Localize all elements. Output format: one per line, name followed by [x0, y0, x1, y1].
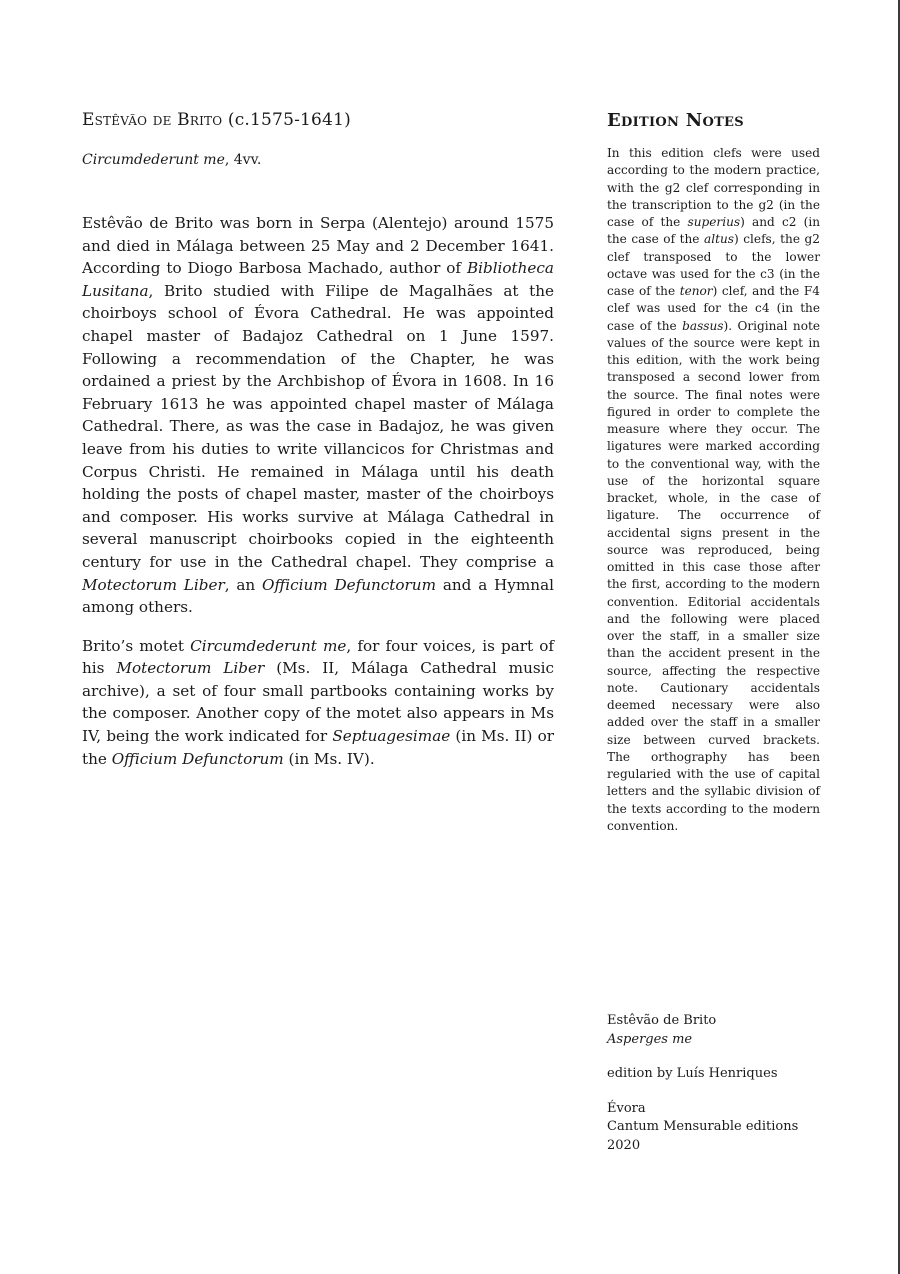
italic-term: Motectorum Liber: [82, 575, 225, 594]
work-line: [82, 152, 554, 168]
colophon-year: 2020: [607, 1137, 641, 1153]
italic-term: Septuagesimae: [332, 727, 451, 746]
composer-heading: [82, 110, 554, 130]
colophon-publisher: Cantum Mensurable editions: [607, 1119, 799, 1134]
colophon: [607, 1012, 837, 1155]
colophon-publication-block: [607, 1100, 837, 1156]
italic-term: tenor: [679, 284, 713, 298]
work-title: Circumdederunt me: [82, 152, 225, 168]
biography-paragraph: Estêvão de Brito was born in Serpa (Alentejo) around 1575 and died in Málaga between 25 May and 2 December 1641. According to Diogo Barbosa Machado, author of Bibliotheca Lusitana, Brito studied with Filipe de Magalhães at the choirboys school of Évora Cathedral. He was appointed chapel master of Badajoz Cathedral on 1 June 1597. Following a recommendation of the Chapter, he was ordained a priest by the Archbishop of Évora in 1608. In 16 February 1613 he was appointed chapel master of Málaga Cathedral. There, as was the case in Badajoz, he was given leave from his duties to write villancicos for Christmas and Corpus Christi. He remained in Málaga until his death holding the posts of chapel master, master of the choirboys and composer. His works survive at Málaga Cathedral in several manuscript choirbooks copied in the eighteenth century for use in the Cathedral chapel. They comprise a Motectorum Liber, an Officium Defunctorum and a Hymnal among others.: [82, 214, 554, 617]
italic-term: Officium Defunctorum: [111, 749, 284, 768]
italic-term: superius: [687, 215, 741, 229]
colophon-editor: edition by Luís Henriques: [607, 1066, 778, 1081]
right-column: [607, 110, 820, 835]
colophon-work-title: [607, 1031, 837, 1050]
italic-term: altus: [704, 232, 734, 247]
italic-term: Motectorum Liber: [116, 659, 265, 678]
biography-paragraph: Brito’s motet Circumdederunt me, for four voices, is part of his Motectorum Liber (Ms. II, Málaga Cathedral music archive), a set of four small partbooks containing works by the composer. Another copy of the motet also appears in Ms IV, being the work indicated for Septuagesimae (in Ms. II) or the Officium Defunctorum (in Ms. IV).: [82, 636, 555, 768]
left-column: [82, 110, 554, 770]
italic-term: Circumdederunt me: [190, 636, 347, 655]
colophon-editor-block: [607, 1065, 837, 1084]
work-voices: , 4vv.: [224, 152, 262, 168]
colophon-work-title-text: Asperges me: [607, 1031, 693, 1047]
biography: [82, 212, 554, 770]
edition-notes-body: In this edition clefs were used according to the modern practice, with the g2 clef corresponding in the transcription to the g2 (in the case of the superius) and c2 (in the case of the altus) clefs, the g2 clef transposed to the lower octave was used for the c3 (in the case of the tenor) clef, and the F4 clef was used for the c4 (in the case of the bassus). Original note values of the source were kept in this edition, with the work being transposed a second lower from the source. The final notes were figured in order to complete the measure where they occur. The ligatures were marked according to the conventional way, with the use of the horizontal square bracket, whole, in the case of ligature. The occurrence of accidental signs present in the source was reproduced, being omitted in this case those after the first, according to the modern convention. Editorial accidentals and the following were placed over the staff, in a smaller size than the accident present in the source, affecting the respective note. Cautionary accidentals deemed necessary were also added over the staff in a smaller size between curved brackets. The orthography has been regularied with the use of capital letters and the syllabic division of the texts according to the modern convention.: [607, 146, 820, 833]
colophon-work-block: [607, 1012, 837, 1049]
composer-dates: (c.1575-1641): [227, 110, 351, 130]
colophon-composer: Estêvão de Brito: [607, 1013, 717, 1028]
italic-term: Bibliotheca Lusitana: [82, 259, 554, 300]
colophon-place: Évora: [607, 1100, 646, 1116]
italic-term: Officium Defunctorum: [262, 575, 436, 594]
edition-notes-heading: Edition Notes: [607, 110, 744, 131]
composer-name: Estêvão de Brito: [82, 110, 223, 130]
italic-term: bassus: [682, 318, 724, 333]
